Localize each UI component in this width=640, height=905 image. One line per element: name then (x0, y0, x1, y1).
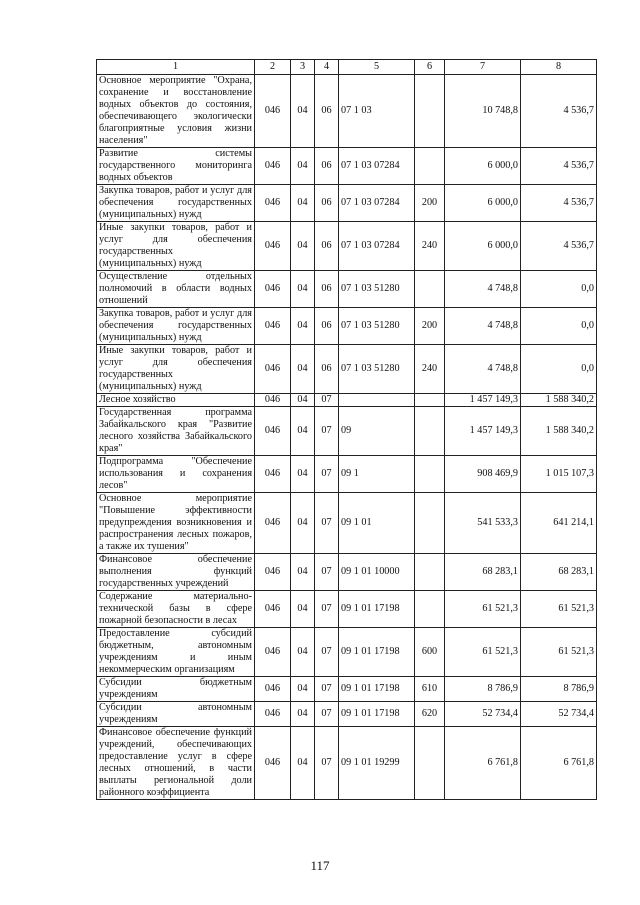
admin-code-cell: 046 (255, 677, 291, 702)
admin-code-cell: 046 (255, 702, 291, 727)
column-header: 7 (445, 60, 521, 75)
admin-code-cell: 046 (255, 148, 291, 185)
expense-type-cell (415, 727, 445, 800)
column-header: 2 (255, 60, 291, 75)
amount-year-1-cell: 1 457 149,3 (445, 407, 521, 456)
expense-type-cell: 240 (415, 222, 445, 271)
subsection-code-cell: 06 (315, 148, 339, 185)
target-article-cell: 07 1 03 51280 (339, 345, 415, 394)
admin-code-cell: 046 (255, 591, 291, 628)
amount-year-1-cell: 52 734,4 (445, 702, 521, 727)
section-code-cell: 04 (291, 148, 315, 185)
section-code-cell: 04 (291, 702, 315, 727)
amount-year-1-cell: 4 748,8 (445, 308, 521, 345)
subsection-code-cell: 06 (315, 308, 339, 345)
table-row (97, 407, 597, 456)
target-article-cell: 07 1 03 07284 (339, 148, 415, 185)
section-code-cell: 04 (291, 308, 315, 345)
target-article-cell: 07 1 03 (339, 75, 415, 148)
section-code-cell: 04 (291, 407, 315, 456)
table-header-row (97, 60, 597, 75)
table-row (97, 554, 597, 591)
budget-table (96, 59, 597, 800)
subsection-code-cell: 06 (315, 75, 339, 148)
section-code-cell: 04 (291, 271, 315, 308)
expense-type-cell: 610 (415, 677, 445, 702)
admin-code-cell: 046 (255, 271, 291, 308)
item-name-cell: Развитие системы государственного мониторинга водных объектов (97, 148, 255, 185)
column-header: 4 (315, 60, 339, 75)
table-row (97, 456, 597, 493)
subsection-code-cell: 06 (315, 185, 339, 222)
subsection-code-cell: 07 (315, 727, 339, 800)
page-number: 117 (310, 858, 330, 873)
expense-type-cell (415, 394, 445, 407)
subsection-code-cell: 07 (315, 591, 339, 628)
table-row (97, 222, 597, 271)
admin-code-cell: 046 (255, 493, 291, 554)
expense-type-cell: 200 (415, 308, 445, 345)
item-name-cell: Содержание материально-технической базы в сфере пожарной безопасности в лесах (97, 591, 255, 628)
item-name-cell: Иные закупки товаров, работ и услуг для обеспечения государственных (муниципальных) нужд (97, 222, 255, 271)
amount-year-2-cell: 68 283,1 (521, 554, 597, 591)
expense-type-cell (415, 148, 445, 185)
amount-year-2-cell: 4 536,7 (521, 75, 597, 148)
column-header: 3 (291, 60, 315, 75)
table-row (97, 75, 597, 148)
expense-type-cell (415, 591, 445, 628)
admin-code-cell: 046 (255, 308, 291, 345)
table-row (97, 185, 597, 222)
section-code-cell: 04 (291, 185, 315, 222)
amount-year-2-cell: 0,0 (521, 308, 597, 345)
amount-year-1-cell: 908 469,9 (445, 456, 521, 493)
subsection-code-cell: 07 (315, 394, 339, 407)
admin-code-cell: 046 (255, 554, 291, 591)
item-name-cell: Основное мероприятие "Охрана, сохранение и восстановление водных объектов до состояния, обеспечивающего экологически благоприятные условия жизни населения" (97, 75, 255, 148)
target-article-cell: 09 1 (339, 456, 415, 493)
amount-year-2-cell: 4 536,7 (521, 185, 597, 222)
amount-year-2-cell: 1 588 340,2 (521, 407, 597, 456)
target-article-cell: 09 1 01 10000 (339, 554, 415, 591)
item-name-cell: Закупка товаров, работ и услуг для обеспечения государственных (муниципальных) нужд (97, 185, 255, 222)
table-row (97, 394, 597, 407)
amount-year-1-cell: 4 748,8 (445, 271, 521, 308)
expense-type-cell (415, 493, 445, 554)
amount-year-1-cell: 8 786,9 (445, 677, 521, 702)
admin-code-cell: 046 (255, 222, 291, 271)
target-article-cell: 07 1 03 51280 (339, 271, 415, 308)
item-name-cell: Подпрограмма "Обеспечение использования и сохранения лесов" (97, 456, 255, 493)
item-name-cell: Основное мероприятие "Повышение эффективности предупреждения возникновения и распространения лесных пожаров, а также их тушения" (97, 493, 255, 554)
table-row (97, 591, 597, 628)
amount-year-1-cell: 6 000,0 (445, 222, 521, 271)
item-name-cell: Осуществление отдельных полномочий в области водных отношений (97, 271, 255, 308)
target-article-cell: 07 1 03 51280 (339, 308, 415, 345)
subsection-code-cell: 07 (315, 677, 339, 702)
expense-type-cell (415, 456, 445, 493)
subsection-code-cell: 06 (315, 271, 339, 308)
amount-year-2-cell: 1 588 340,2 (521, 394, 597, 407)
subsection-code-cell: 07 (315, 702, 339, 727)
item-name-cell: Финансовое обеспечение выполнения функций государственных учреждений (97, 554, 255, 591)
table-row (97, 493, 597, 554)
section-code-cell: 04 (291, 394, 315, 407)
amount-year-1-cell: 4 748,8 (445, 345, 521, 394)
table-row (97, 677, 597, 702)
section-code-cell: 04 (291, 677, 315, 702)
target-article-cell: 07 1 03 07284 (339, 222, 415, 271)
amount-year-2-cell: 8 786,9 (521, 677, 597, 702)
subsection-code-cell: 06 (315, 345, 339, 394)
admin-code-cell: 046 (255, 628, 291, 677)
column-header: 6 (415, 60, 445, 75)
admin-code-cell: 046 (255, 345, 291, 394)
amount-year-1-cell: 61 521,3 (445, 628, 521, 677)
subsection-code-cell: 07 (315, 554, 339, 591)
item-name-cell: Иные закупки товаров, работ и услуг для обеспечения государственных (муниципальных) нужд (97, 345, 255, 394)
subsection-code-cell: 07 (315, 628, 339, 677)
column-header: 8 (521, 60, 597, 75)
section-code-cell: 04 (291, 493, 315, 554)
table-row (97, 148, 597, 185)
section-code-cell: 04 (291, 345, 315, 394)
item-name-cell: Финансовое обеспечение функций учреждений, обеспечивающих предоставление услуг в сфере лесных отношений, в части выплаты региональной доли районного коэффициента (97, 727, 255, 800)
amount-year-2-cell: 52 734,4 (521, 702, 597, 727)
table-row (97, 727, 597, 800)
expense-type-cell (415, 271, 445, 308)
amount-year-2-cell: 4 536,7 (521, 222, 597, 271)
section-code-cell: 04 (291, 727, 315, 800)
section-code-cell: 04 (291, 628, 315, 677)
target-article-cell: 09 1 01 17198 (339, 677, 415, 702)
item-name-cell: Субсидии бюджетным учреждениям (97, 677, 255, 702)
expense-type-cell (415, 75, 445, 148)
subsection-code-cell: 07 (315, 407, 339, 456)
section-code-cell: 04 (291, 222, 315, 271)
subsection-code-cell: 07 (315, 493, 339, 554)
table-body (97, 75, 597, 800)
section-code-cell: 04 (291, 591, 315, 628)
expense-type-cell: 600 (415, 628, 445, 677)
expense-type-cell (415, 554, 445, 591)
section-code-cell: 04 (291, 75, 315, 148)
amount-year-2-cell: 0,0 (521, 271, 597, 308)
subsection-code-cell: 07 (315, 456, 339, 493)
column-header: 1 (97, 60, 255, 75)
amount-year-2-cell: 61 521,3 (521, 628, 597, 677)
target-article-cell: 07 1 03 07284 (339, 185, 415, 222)
table-row (97, 345, 597, 394)
section-code-cell: 04 (291, 456, 315, 493)
admin-code-cell: 046 (255, 185, 291, 222)
table-row (97, 308, 597, 345)
expense-type-cell: 620 (415, 702, 445, 727)
amount-year-2-cell: 641 214,1 (521, 493, 597, 554)
amount-year-2-cell: 4 536,7 (521, 148, 597, 185)
expense-type-cell: 200 (415, 185, 445, 222)
column-header: 5 (339, 60, 415, 75)
amount-year-1-cell: 1 457 149,3 (445, 394, 521, 407)
amount-year-1-cell: 6 000,0 (445, 185, 521, 222)
table-row (97, 702, 597, 727)
item-name-cell: Субсидии автономным учреждениям (97, 702, 255, 727)
subsection-code-cell: 06 (315, 222, 339, 271)
expense-type-cell: 240 (415, 345, 445, 394)
amount-year-2-cell: 6 761,8 (521, 727, 597, 800)
admin-code-cell: 046 (255, 727, 291, 800)
amount-year-1-cell: 68 283,1 (445, 554, 521, 591)
item-name-cell: Государственная программа Забайкальского края "Развитие лесного хозяйства Забайкальского края" (97, 407, 255, 456)
amount-year-2-cell: 1 015 107,3 (521, 456, 597, 493)
target-article-cell: 09 1 01 17198 (339, 702, 415, 727)
admin-code-cell: 046 (255, 456, 291, 493)
amount-year-1-cell: 541 533,3 (445, 493, 521, 554)
amount-year-2-cell: 0,0 (521, 345, 597, 394)
table-row (97, 271, 597, 308)
admin-code-cell: 046 (255, 75, 291, 148)
amount-year-1-cell: 10 748,8 (445, 75, 521, 148)
expense-type-cell (415, 407, 445, 456)
amount-year-2-cell: 61 521,3 (521, 591, 597, 628)
amount-year-1-cell: 6 000,0 (445, 148, 521, 185)
table-row (97, 628, 597, 677)
target-article-cell: 09 1 01 19299 (339, 727, 415, 800)
item-name-cell: Закупка товаров, работ и услуг для обеспечения государственных (муниципальных) нужд (97, 308, 255, 345)
item-name-cell: Предоставление субсидий бюджетным, автономным учреждениям и иным некоммерческим организациям (97, 628, 255, 677)
admin-code-cell: 046 (255, 407, 291, 456)
amount-year-1-cell: 61 521,3 (445, 591, 521, 628)
target-article-cell: 09 1 01 17198 (339, 628, 415, 677)
amount-year-1-cell: 6 761,8 (445, 727, 521, 800)
section-code-cell: 04 (291, 554, 315, 591)
target-article-cell (339, 394, 415, 407)
item-name-cell: Лесное хозяйство (97, 394, 255, 407)
target-article-cell: 09 1 01 17198 (339, 591, 415, 628)
admin-code-cell: 046 (255, 394, 291, 407)
target-article-cell: 09 1 01 (339, 493, 415, 554)
target-article-cell: 09 (339, 407, 415, 456)
